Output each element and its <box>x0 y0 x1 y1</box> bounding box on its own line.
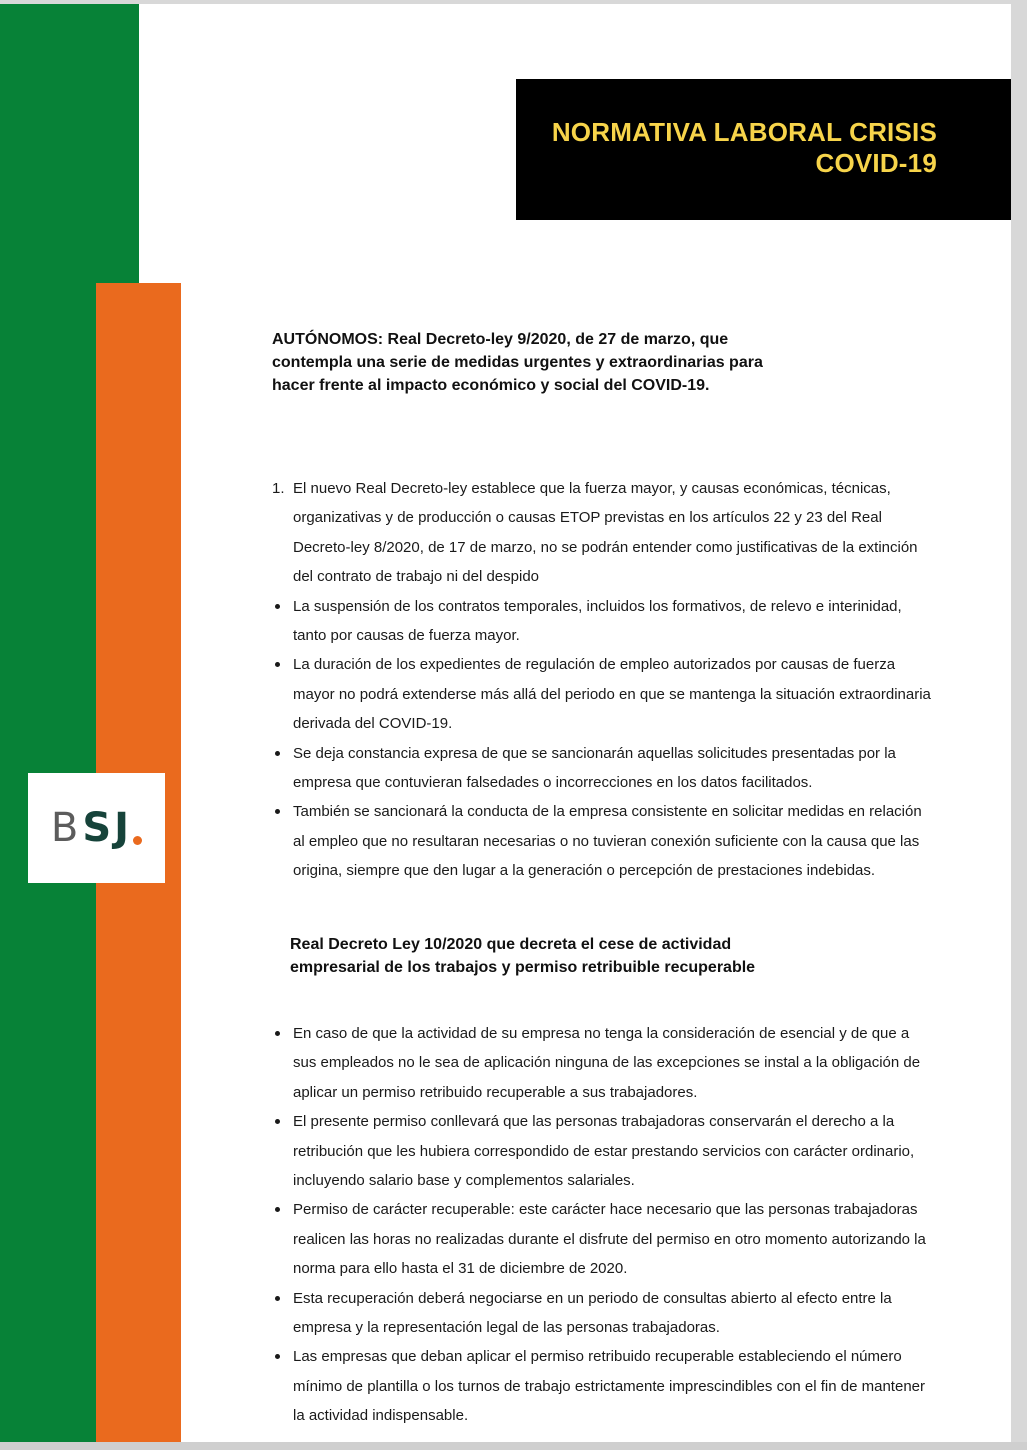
bullet-icon <box>275 1296 280 1301</box>
list-item-text: El presente permiso conllevará que las personas trabajadoras conservarán el derecho a la retribución que les hubiera correspondido de estar prestando servicios con carácter ordinario, incluyendo salario base y complementos salariales. <box>293 1113 915 1190</box>
list-item <box>272 1195 932 1283</box>
title-line-1: NORMATIVA LABORAL CRISIS <box>551 117 937 147</box>
document-page <box>0 4 1011 1442</box>
list-item-text: Permiso de carácter recuperable: este carácter hace necesario que las personas trabajadoras realicen las horas no realizadas durante el disfrute del permiso en otro momento autorizando la norma para ello hasta el 31 de diciembre de 2020. <box>293 1201 926 1278</box>
bullet-icon <box>275 809 280 814</box>
bullet-icon <box>275 751 280 756</box>
list-item <box>272 1284 932 1343</box>
bullet-icon <box>275 1031 280 1036</box>
list-item <box>272 797 932 885</box>
section1-heading: AUTÓNOMOS: Real Decreto-ley 9/2020, de 27 de marzo, que contempla una serie de medidas urgentes y extraordinarias para hacer frente al impacto económico y social del COVID-19. <box>272 331 763 394</box>
page-bottom-edge <box>0 1442 1027 1450</box>
bullet-icon <box>275 662 280 667</box>
section2-list <box>272 1019 932 1431</box>
list-item <box>272 592 932 651</box>
list-item-text: En caso de que la actividad de su empresa no tenga la consideración de esencial y de que a sus empleados no le sea de aplicación ninguna de las excepciones se instal a la obligación de aplicar un permiso retribuido recuperable a sus trabajadores. <box>293 1025 921 1101</box>
list-item-text: El nuevo Real Decreto-ley establece que la fuerza mayor, y causas económicas, técnicas, organizativas y de producción o causas ETOP previstas en los artículos 22 y 23 del Real Decreto-ley 8/2020, de 17 de marzo, no se podrán entender como justificativas de la extinción del contrato de trabajo ni del despido <box>293 480 918 586</box>
list-item <box>272 1107 932 1195</box>
title-banner <box>516 79 1011 220</box>
list-item <box>272 1342 932 1430</box>
list-item <box>272 474 932 592</box>
bullet-icon <box>275 604 280 609</box>
list-number: 1. <box>272 480 285 497</box>
bullet-icon <box>275 1207 280 1212</box>
bsj-logo <box>28 773 165 883</box>
title-line-2: COVID-19 <box>815 148 937 178</box>
logo-letter-b: B <box>50 805 83 851</box>
list-item <box>272 650 932 738</box>
logo-letters-sj: SJ <box>82 805 133 851</box>
bullet-icon <box>275 1354 280 1359</box>
list-item-text: Las empresas que deban aplicar el permiso retribuido recuperable estableciendo el número mínimo de plantilla o los turnos de trabajo estrictamente imprescindibles con el fin de mantener la actividad indispensable. <box>293 1348 925 1425</box>
list-item <box>272 1019 932 1107</box>
list-item-text: Se deja constancia expresa de que se sancionarán aquellas solicitudes presentadas por la empresa que contuvieran falsedades o incorrecciones en los datos facilitados. <box>293 744 896 792</box>
list-item-text: La duración de los expedientes de regulación de empleo autorizados por causas de fuerza mayor no podrá extenderse más allá del periodo en que se mantenga la situación extraordinaria derivada del COVID-19. <box>293 656 931 733</box>
list-item-text: La suspensión de los contratos temporales, incluidos los formativos, de relevo e interinidad, tanto por causas de fuerza mayor. <box>293 597 902 645</box>
section1-list <box>272 474 932 886</box>
list-item-text: También se sancionará la conducta de la empresa consistente en solicitar medidas en relación al empleo que no resultaran necesarias o no tuvieran conexión suficiente con la causa que las origina, siempre que den lugar a la generación o percepción de prestaciones indebidas. <box>293 803 922 880</box>
bullet-icon <box>275 1119 280 1124</box>
list-item-text: Esta recuperación deberá negociarse en un periodo de consultas abierto al efecto entre la empresa y la representación legal de las personas trabajadoras. <box>293 1289 892 1337</box>
section2-heading: Real Decreto Ley 10/2020 que decreta el cese de actividad empresarial de los trabajos y permiso retribuible recuperable <box>290 936 756 976</box>
logo-dot-icon <box>133 836 142 845</box>
list-item <box>272 739 932 798</box>
